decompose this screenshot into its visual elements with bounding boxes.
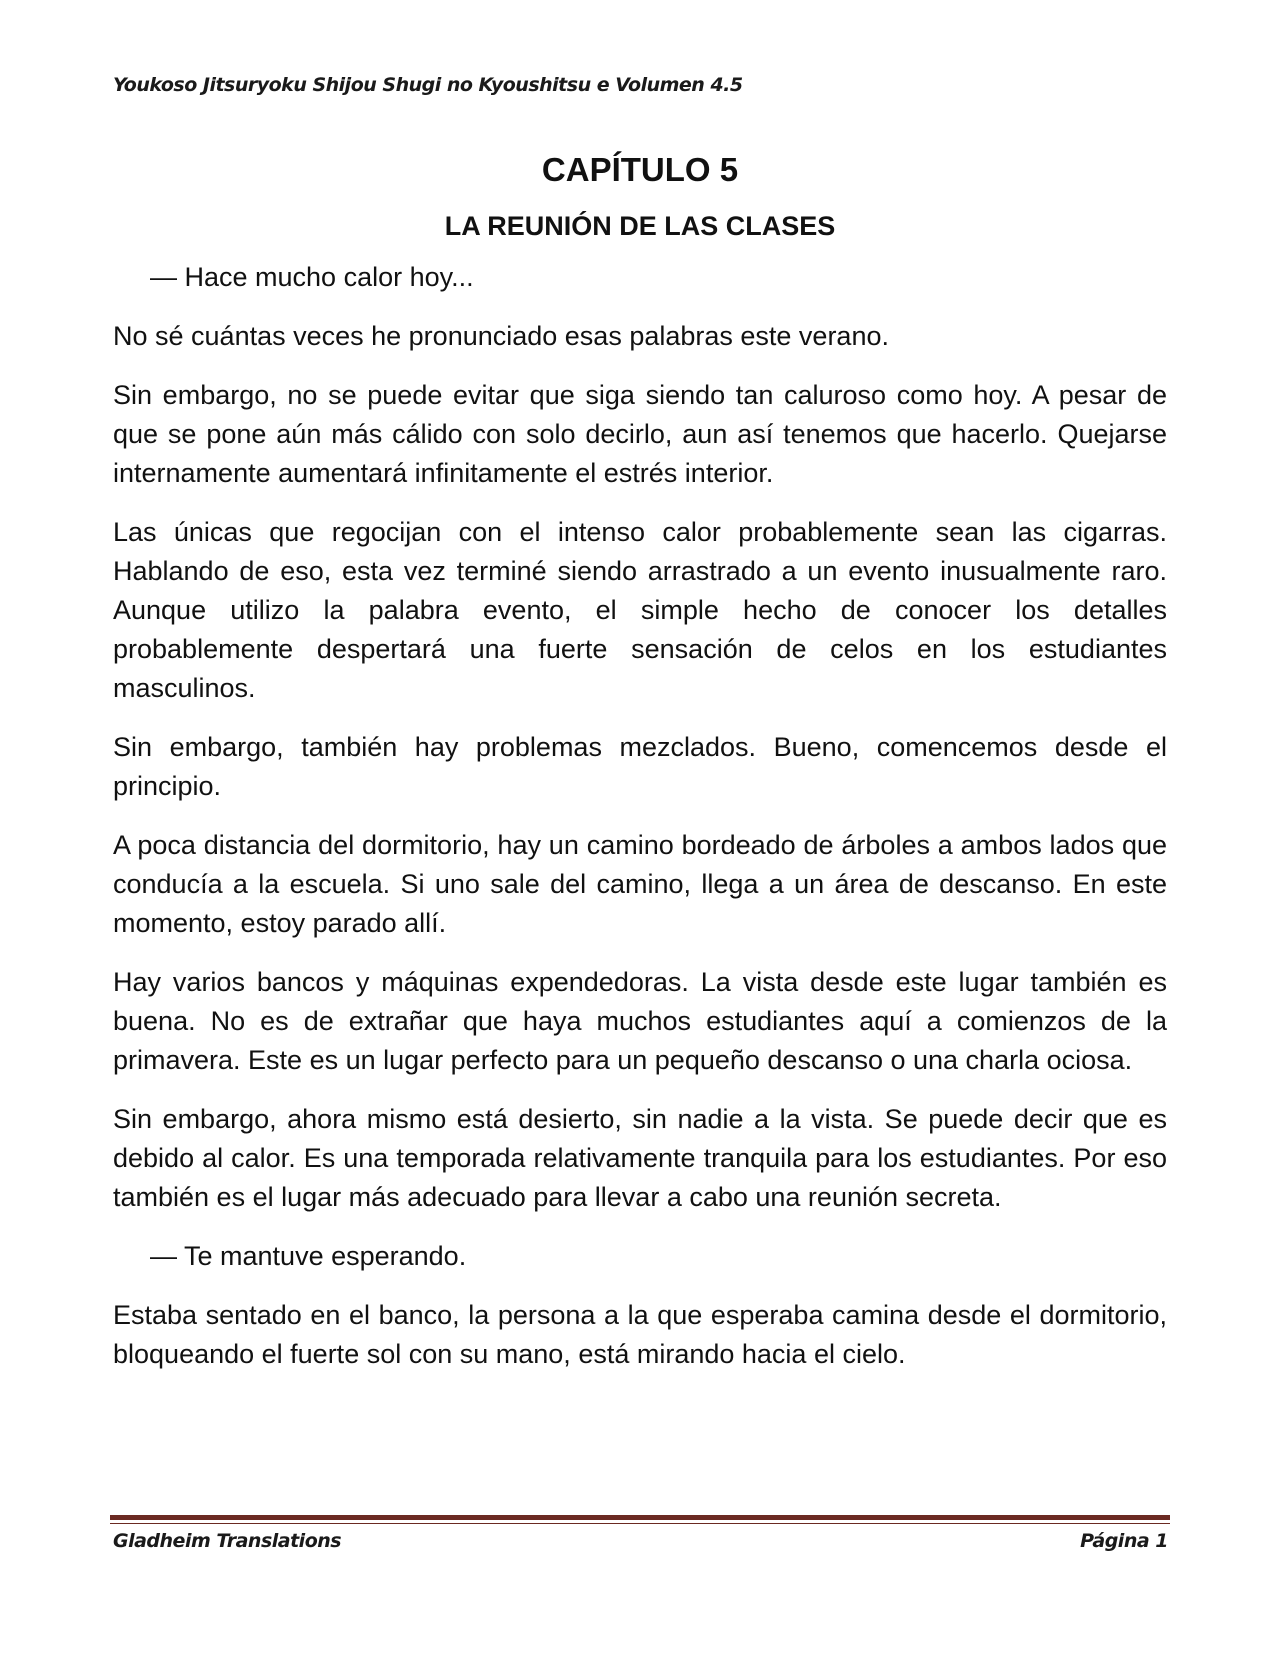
footer-page-number: Página 1 [1080, 1530, 1168, 1552]
chapter-subtitle: LA REUNIÓN DE LAS CLASES [444, 211, 836, 241]
footer-divider-thin [110, 1523, 1170, 1524]
footer-translator: Gladheim Translations [113, 1530, 342, 1552]
paragraph: No sé cuántas veces he pronunciado esas palabras este verano. [113, 321, 889, 351]
paragraph-dialogue: — Te mantuve esperando. [150, 1241, 467, 1271]
page-body [113, 146, 1167, 1394]
running-header: Youkoso Jitsuryoku Shijou Shugi no Kyoushitsu e Volumen 4.5 [113, 74, 743, 96]
footer-divider [110, 1515, 1170, 1520]
paragraph: Estaba sentado en el banco, la persona a la que esperaba camina desde el dormitorio, bloqueando el fuerte sol con su mano, está mirando hacia el cielo. [113, 1300, 1167, 1369]
paragraph: Sin embargo, no se puede evitar que siga siendo tan caluroso como hoy. A pesar de que se pone aún más cálido con solo decirlo, aun así tenemos que hacerlo. Quejarse internamente aumentará infinitamente el estrés interior. [113, 380, 1167, 488]
chapter-title: CAPÍTULO 5 [541, 151, 739, 188]
paragraph-dialogue: — Hace mucho calor hoy... [150, 262, 474, 292]
paragraph: Las únicas que regocijan con el intenso calor probablemente sean las cigarras. Hablando de eso, esta vez terminé siendo arrastrado a un evento inusualmente raro. Aunque utilizo la palabra evento, el simple hecho de conocer los detalles probablemente despertará una fuerte sensación de celos en los estudiantes masculinos. [113, 517, 1167, 703]
paragraph: Sin embargo, ahora mismo está desierto, sin nadie a la vista. Se puede decir que es debido al calor. Es una temporada relativamente tranquila para los estudiantes. Por eso también es el lugar más adecuado para llevar a cabo una reunión secreta. [113, 1104, 1167, 1212]
paragraph: A poca distancia del dormitorio, hay un camino bordeado de árboles a ambos lados que conducía a la escuela. Si uno sale del camino, llega a un área de descanso. En este momento, estoy parado allí. [113, 830, 1167, 938]
paragraph: Sin embargo, también hay problemas mezclados. Bueno, comencemos desde el principio. [113, 732, 1167, 801]
paragraph: Hay varios bancos y máquinas expendedoras. La vista desde este lugar también es buena. No es de extrañar que haya muchos estudiantes aquí a comienzos de la primavera. Este es un lugar perfecto para un pequeño descanso o una charla ociosa. [113, 967, 1167, 1075]
